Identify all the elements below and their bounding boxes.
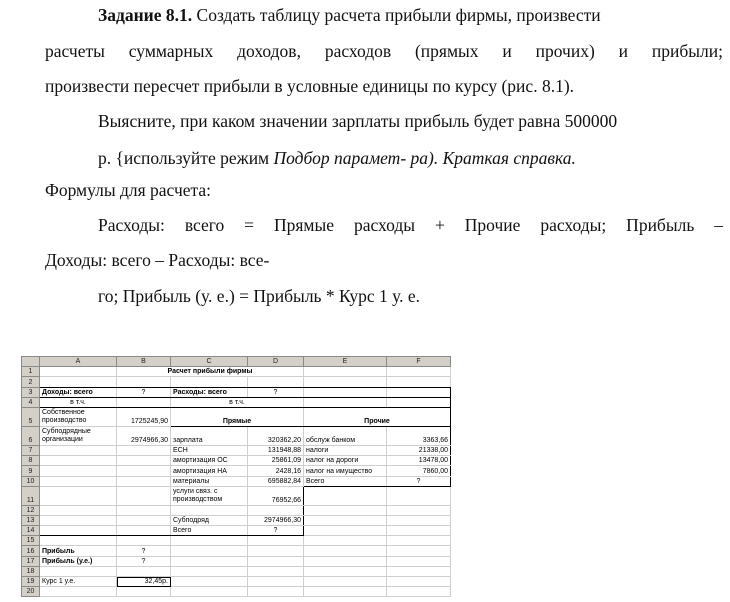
row-header[interactable]: 16 [22,546,40,556]
row-header[interactable]: 5 [22,407,40,426]
cell[interactable] [171,556,248,566]
row-header[interactable]: 7 [22,445,40,455]
cell[interactable] [387,387,451,397]
cell-a6[interactable]: Субподрядные организации [40,426,117,445]
row-header[interactable]: 6 [22,426,40,445]
sheet-row [22,387,451,397]
task-text-line3: произвести пересчет прибыли в условные единицы по курсу (рис. 8.1). [45,76,575,96]
cell[interactable] [248,587,304,597]
cell[interactable] [304,546,387,556]
cell[interactable] [304,505,387,515]
cell-c14[interactable]: Всего [171,526,248,536]
cell[interactable] [117,445,171,455]
cell-c8[interactable]: амортизация ОС [171,456,248,466]
column-header-b[interactable]: B [117,357,171,367]
row-header[interactable]: 18 [22,566,40,576]
cell[interactable] [304,536,387,546]
cell-a19[interactable]: Курс 1 у.е. [40,577,117,587]
cell[interactable] [304,556,387,566]
row-header[interactable]: 12 [22,505,40,515]
cell-e7[interactable]: налоги [304,445,387,455]
sheet-row [22,515,451,525]
cell[interactable] [304,526,387,536]
column-header-e[interactable]: E [304,357,387,367]
task-text-line8: Доходы: всего – Расходы: все- [45,250,270,270]
cell[interactable] [387,546,451,556]
sheet-row [22,456,451,466]
cell[interactable] [117,526,171,536]
row-header[interactable]: 19 [22,577,40,587]
row-header[interactable]: 11 [22,486,40,505]
task-text-line5 [98,147,576,169]
row-header[interactable]: 1 [22,367,40,377]
cell[interactable] [387,526,451,536]
cell[interactable] [387,377,451,387]
cell[interactable] [117,515,171,525]
cell-a17[interactable]: Прибыль (у.е.) [40,556,117,566]
cell[interactable] [171,377,248,387]
sheet-row [22,377,451,387]
sheet-row [22,476,451,486]
cell[interactable] [248,577,304,587]
cell-d9[interactable]: 2428,16 [248,466,304,476]
column-header-d[interactable]: D [248,357,304,367]
task-text-line5a: р. {используйте режим [98,148,274,168]
cell[interactable] [304,515,387,525]
cell-b6[interactable]: 2974966,30 [117,426,171,445]
cell[interactable] [304,566,387,576]
column-header-a[interactable]: A [40,357,117,367]
cell[interactable] [117,466,171,476]
cell-a16[interactable]: Прибыль [40,546,117,556]
cell[interactable] [117,397,171,407]
row-header[interactable]: 14 [22,526,40,536]
cell-d13[interactable]: 2974966,30 [248,515,304,525]
cell[interactable] [248,536,304,546]
sheet-row [22,486,451,505]
task-text-line7: Расходы: всего = Прямые расходы + Прочие расходы; Прибыль – [98,215,723,235]
row-header[interactable]: 10 [22,476,40,486]
cell-d14[interactable]: ? [248,526,304,536]
cell-f9[interactable]: 7860,00 [387,466,451,476]
task-title: Задание 8.1. [98,5,193,25]
cell[interactable] [40,587,117,597]
spreadsheet-grid [21,356,451,597]
cell-f8[interactable]: 13478,00 [387,456,451,466]
cell[interactable] [171,587,248,597]
cell-b19-selected[interactable]: 32,45р. [117,577,171,587]
cell-f10[interactable]: ? [387,476,451,486]
cell[interactable] [304,377,387,387]
row-header[interactable]: 4 [22,397,40,407]
cell-d11[interactable]: 76952,66 [248,486,304,505]
cell-c3[interactable]: Расходы: всего [171,387,248,397]
task-text-line5b: Подбор парамет- ра). Краткая справка. [273,148,576,168]
cell[interactable] [304,486,387,505]
task-text-line9: го; Прибыль (у. е.) = Прибыль * Курс 1 у. е. [98,286,421,306]
cell[interactable] [117,377,171,387]
sheet-row [22,577,451,587]
cell-e10[interactable]: Всего [304,476,387,486]
sheet-row [22,526,451,536]
cell-c13[interactable]: Субподряд [171,515,248,525]
sheet-title-cell[interactable]: Расчет прибыли фирмы [117,367,304,377]
cell[interactable] [171,566,248,576]
cell[interactable] [171,546,248,556]
sheet-row [22,587,451,597]
row-header[interactable]: 13 [22,515,40,525]
column-header-row [22,357,451,367]
cell[interactable] [117,587,171,597]
cell[interactable] [304,397,387,407]
cell-f7[interactable]: 21338,00 [387,445,451,455]
cell[interactable] [387,367,451,377]
cell[interactable] [387,587,451,597]
sheet-row [22,445,451,455]
cell[interactable] [40,466,117,476]
cell-c6[interactable]: зарплата [171,426,248,445]
cell-c9[interactable]: амортизация НА [171,466,248,476]
cell[interactable] [248,377,304,387]
cell[interactable] [40,486,117,505]
cell[interactable] [40,526,117,536]
cell-b17[interactable]: ? [117,556,171,566]
cell[interactable] [304,577,387,587]
task-text-line1: Создать таблицу расчета прибыли фирмы, произвести [192,5,601,25]
cell[interactable] [387,515,451,525]
sheet-row [22,536,451,546]
cell-d10[interactable]: 695882,84 [248,476,304,486]
cell[interactable] [387,505,451,515]
cell[interactable] [117,476,171,486]
row-header[interactable]: 20 [22,587,40,597]
cell[interactable] [117,536,171,546]
cell[interactable] [387,556,451,566]
task-text-line4: Выясните, при каком значении зарплаты прибыль будет равна 500000 [98,111,618,131]
row-header[interactable]: 15 [22,536,40,546]
sheet-row [22,367,451,377]
row-header[interactable]: 8 [22,456,40,466]
cell-d8[interactable]: 25861,09 [248,456,304,466]
corner-cell[interactable] [22,357,40,367]
cell[interactable] [304,587,387,597]
cell[interactable] [171,577,248,587]
cell[interactable] [117,456,171,466]
cell[interactable] [40,377,117,387]
cell[interactable] [387,577,451,587]
cell-a5[interactable]: Собственное производство [40,407,117,426]
cell[interactable] [387,486,451,505]
cell-a3[interactable]: Доходы: всего [40,387,117,397]
sheet-row [22,556,451,566]
cell[interactable] [40,536,117,546]
sheet-row [22,426,451,445]
cell[interactable] [40,515,117,525]
column-header-f[interactable]: F [387,357,451,367]
row-header[interactable]: 17 [22,556,40,566]
cell[interactable] [248,566,304,576]
cell-c7[interactable]: ЕСН [171,445,248,455]
cell[interactable] [387,397,451,407]
cell-c4[interactable]: в т.ч. [171,397,304,407]
cell[interactable] [171,505,248,515]
cell-c5[interactable]: Прямые [171,407,304,426]
cell-c10[interactable]: материалы [171,476,248,486]
cell-a4[interactable]: в т.ч. [40,397,117,407]
cell-e9[interactable]: налог на имущество [304,466,387,476]
cell-d6[interactable]: 320362,20 [248,426,304,445]
row-header[interactable]: 2 [22,377,40,387]
task-text-line2: расчеты суммарных доходов, расходов (прямых и прочих) и прибыли; [45,41,723,61]
cell[interactable] [387,566,451,576]
cell-b3[interactable]: ? [117,387,171,397]
cell[interactable] [117,486,171,505]
column-header-c[interactable]: C [171,357,248,367]
cell[interactable] [248,505,304,515]
sheet-row [22,546,451,556]
cell[interactable] [248,556,304,566]
spreadsheet-figure [21,356,452,602]
cell[interactable] [387,536,451,546]
sheet-row [22,397,451,407]
cell[interactable] [171,536,248,546]
cell-e5[interactable]: Прочие [304,407,451,426]
cell-e6[interactable]: обслуж банком [304,426,387,445]
cell[interactable] [40,456,117,466]
cell[interactable] [40,445,117,455]
cell[interactable] [40,566,117,576]
row-header[interactable]: 3 [22,387,40,397]
task-text-line6: Формулы для расчета: [45,180,212,200]
cell-e8[interactable]: налог на дороги [304,456,387,466]
sheet-row [22,407,451,426]
cell[interactable] [304,387,387,397]
cell[interactable] [117,505,171,515]
cell-f6[interactable]: 3363,66 [387,426,451,445]
cell[interactable] [40,476,117,486]
task-paragraph-1 [98,4,601,26]
cell[interactable] [248,546,304,556]
cell-b5[interactable]: 1725245,90 [117,407,171,426]
cell[interactable] [40,505,117,515]
cell-b16[interactable]: ? [117,546,171,556]
cell[interactable] [304,367,387,377]
sheet-row [22,566,451,576]
sheet-row [22,466,451,476]
cell-d3[interactable]: ? [248,387,304,397]
sheet-row [22,505,451,515]
cell-d7[interactable]: 131948,88 [248,445,304,455]
row-header[interactable]: 9 [22,466,40,476]
cell[interactable] [40,367,117,377]
cell-c11[interactable]: услуги связ. с производством [171,486,248,505]
cell[interactable] [117,566,171,576]
